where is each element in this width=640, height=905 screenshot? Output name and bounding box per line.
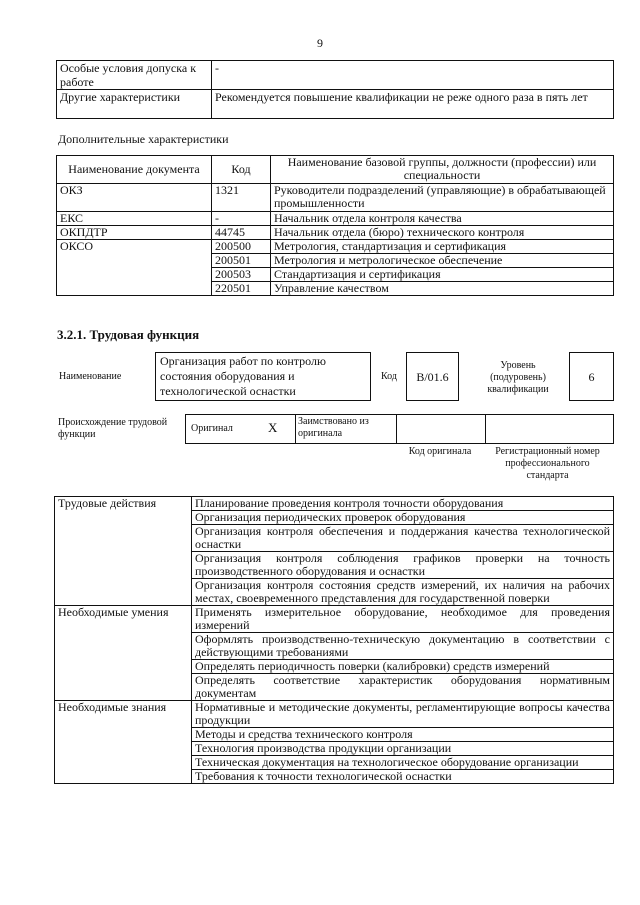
original-code-cell <box>396 415 486 443</box>
page-number: 9 <box>317 36 323 50</box>
section-label: Необходимые знания <box>55 701 192 784</box>
table-header-row <box>57 156 614 184</box>
row-label: Другие характеристики <box>57 90 212 119</box>
conditions-table <box>56 60 614 119</box>
name-cell: Метрология, стандартизация и сертификация <box>271 240 614 254</box>
code-cell: 200503 <box>212 268 271 282</box>
list-item: Техническая документация на технологическое оборудование организации <box>192 756 614 770</box>
table-row <box>57 90 614 119</box>
row-value: Рекомендуется повышение квалификации не реже одного раза в пять лет <box>212 90 614 119</box>
doc-cell: ОКЗ <box>57 184 212 212</box>
table-row <box>55 701 614 728</box>
doc-cell: ЕКС <box>57 212 212 226</box>
doc-cell: ОКПДТР <box>57 226 212 240</box>
table-row <box>55 497 614 511</box>
borrowed-label: Заимствовано из оригинала <box>298 416 369 439</box>
code-cell: 200501 <box>212 254 271 268</box>
code-cell: 1321 <box>212 184 271 212</box>
code-cell: 44745 <box>212 226 271 240</box>
name-cell: Начальник отдела (бюро) технического контроля <box>271 226 614 240</box>
column-header: Код <box>212 156 271 184</box>
row-label: Особые условия допуска к работе <box>57 61 212 90</box>
list-item: Определять соответствие характеристик оборудования нормативным документам <box>192 674 614 701</box>
code-cell: 200500 <box>212 240 271 254</box>
name-cell: Начальник отдела контроля качества <box>271 212 614 226</box>
origin-label: Происхождение трудовой функции <box>58 417 168 440</box>
name-cell: Управление качеством <box>271 282 614 296</box>
list-item: Нормативные и методические документы, регламентирующие вопросы качества продукции <box>192 701 614 728</box>
list-item: Оформлять производственно-техническую документацию в соответствии с действующими требованиями <box>192 633 614 660</box>
list-item: Методы и средства технического контроля <box>192 728 614 742</box>
list-item: Определять периодичность поверки (калибровки) средств измерений <box>192 660 614 674</box>
name-label: Наименование <box>59 371 122 382</box>
original-mark: X <box>268 420 278 435</box>
code-cell: 220501 <box>212 282 271 296</box>
registration-number-caption: Регистрационный номер профессионального стандарта <box>495 446 600 481</box>
labor-function-table <box>54 496 614 784</box>
row-value: - <box>212 61 614 90</box>
list-item: Планирование проведения контроля точности оборудования <box>192 497 614 511</box>
section-heading: 3.2.1. Трудовая функция <box>57 327 200 342</box>
function-name-box: Организация работ по контролю состояния оборудования и технологической оснастки <box>155 352 371 401</box>
table-row <box>57 184 614 212</box>
column-header: Наименование базовой группы, должности (профессии) или специальности <box>271 156 614 184</box>
level-label: Уровень (подуровень) квалификации <box>487 360 549 395</box>
name-cell: Руководители подразделений (управляющие) в обрабатывающей промышленности <box>271 184 614 212</box>
origin-row-box <box>185 414 614 444</box>
level-value-box: 6 <box>569 352 614 401</box>
column-header: Наименование документа <box>57 156 212 184</box>
list-item: Организация контроля соблюдения графиков проверки на точность производственного оборудования и оснастки <box>192 552 614 579</box>
table-row <box>55 606 614 633</box>
name-cell: Стандартизация и сертификация <box>271 268 614 282</box>
list-item: Применять измерительное оборудование, необходимое для проведения измерений <box>192 606 614 633</box>
original-label: Оригинал <box>191 423 233 434</box>
doc-cell: ОКСО <box>57 240 212 296</box>
section-label: Трудовые действия <box>55 497 192 606</box>
list-item: Требования к точности технологической оснастки <box>192 770 614 784</box>
additional-title: Дополнительные характеристики <box>58 132 229 146</box>
code-label: Код <box>381 371 397 382</box>
section-label: Необходимые умения <box>55 606 192 701</box>
table-row <box>57 226 614 240</box>
table-row <box>57 61 614 90</box>
table-row <box>57 212 614 226</box>
classification-table <box>56 155 614 296</box>
list-item: Организация контроля обеспечения и поддержания качества технологической оснастки <box>192 525 614 552</box>
code-value-box: В/01.6 <box>406 352 459 401</box>
name-cell: Метрология и метрологическое обеспечение <box>271 254 614 268</box>
list-item: Технология производства продукции организации <box>192 742 614 756</box>
list-item: Организация периодических проверок оборудования <box>192 511 614 525</box>
original-code-caption: Код оригинала <box>408 446 472 457</box>
table-row <box>57 240 614 254</box>
code-cell: - <box>212 212 271 226</box>
list-item: Организация контроля состояния средств измерений, их наличия на рабочих местах, своевременного представления для государственной поверки <box>192 579 614 606</box>
